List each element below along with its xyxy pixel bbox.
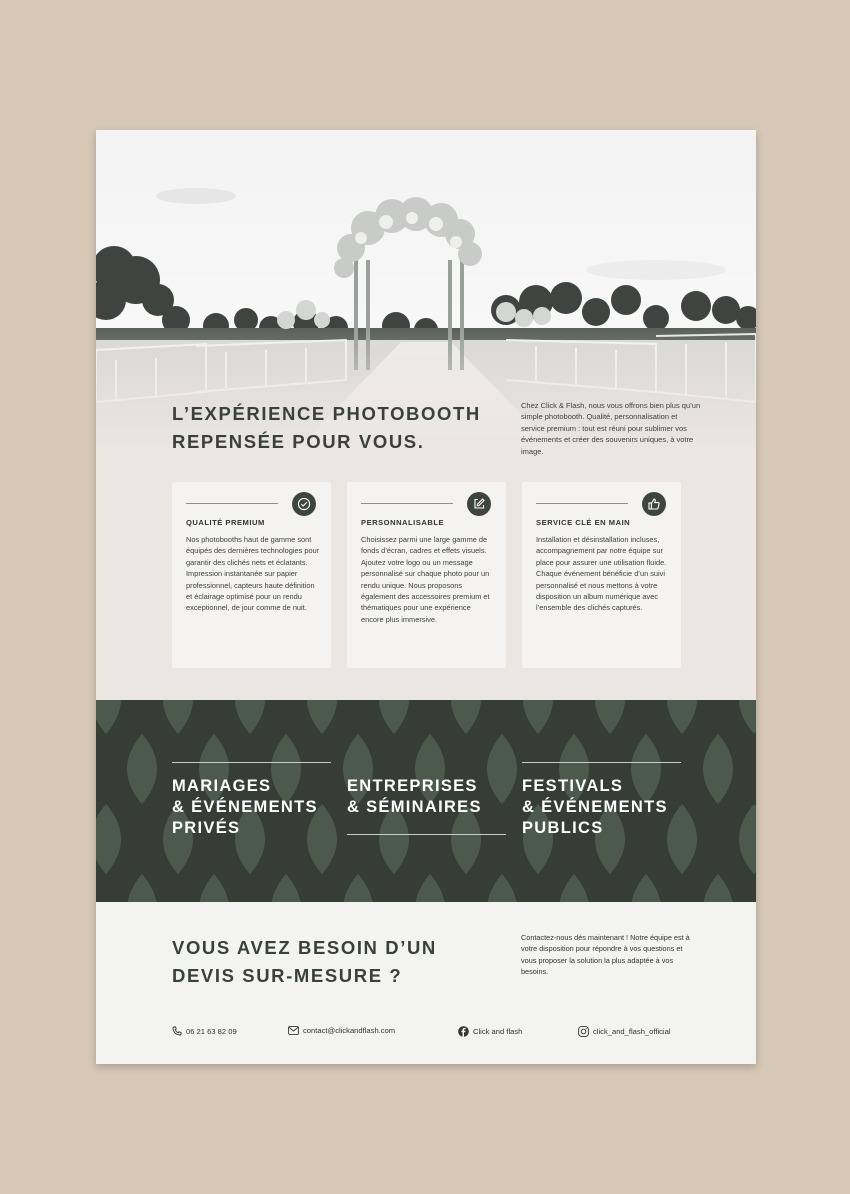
feature-card-turnkey [522,482,681,668]
segment-festivals: FESTIVALS & ÉVÉNEMENTS PUBLICS [522,777,668,837]
card-divider [186,503,278,504]
card-divider [536,503,628,504]
phone-contact[interactable] [172,1026,237,1036]
mail-icon [288,1026,299,1035]
segment-rule [522,762,681,763]
check-circle-icon [292,492,316,516]
thumbs-up-icon [642,492,666,516]
feature-card-customizable [347,482,506,668]
phone-number: 06 21 63 82 09 [186,1026,237,1036]
card-text: Nos photobooths haut de gamme sont équipés des dernières technologies pour garantir des clichés nets et éclatants. Impression instantanée sur papier professionnel, capteurs haute définition et éclairage optimisé pour un rendu exceptionnel, de jour comme de nuit. [186,535,320,613]
email-contact[interactable] [288,1026,395,1035]
contact-section [96,902,756,1064]
feature-card-quality [172,482,331,668]
phone-icon [172,1026,182,1036]
segment-companies: ENTREPRISES & SÉMINAIRES [347,777,482,816]
facebook-icon [458,1026,469,1037]
card-text: Installation et désinstallation incluses, accompagnement par notre équipe sur place pour assurer une utilisation fluide. Chaque événement bénéficie d’un suivi personnalisé et nous mettons à votre disposition un album numérique avec l’ensemble des clichés capturés. [536,535,667,613]
segment-weddings: MARIAGES & ÉVÉNEMENTS PRIVÉS [172,777,318,837]
flyer-page [96,130,756,1064]
contact-paragraph: Contactez-nous dès maintenant ! Notre équipe est à votre disposition pour répondre à vos questions et vous proposer la solution la plus adaptée à vos besoins. [521,933,690,977]
segment-rule [172,762,331,763]
instagram-handle: click_and_flash_official [593,1027,671,1036]
facebook-name: Click and flash [473,1027,523,1036]
card-title: PERSONNALISABLE [361,518,445,527]
card-title: QUALITÉ PREMIUM [186,518,265,527]
segments-band [96,700,756,902]
page-headline [172,400,481,456]
headline-line-2: REPENSÉE POUR VOUS. [172,431,425,452]
card-text: Choisissez parmi une large gamme de fonds d’écran, cadres et effets visuels. Ajoutez votre logo ou un message personnalisé sur chaque photo pour un rendu unique. Nous proposons également des accessoires premium et thématiques pour une expérience encore plus immersive. [361,535,490,624]
segment-rule [347,834,506,835]
facebook-contact[interactable] [458,1026,522,1037]
email-address: contact@clickandflash.com [303,1026,396,1035]
edit-icon [467,492,491,516]
card-divider [361,503,453,504]
card-title: SERVICE CLÉ EN MAIN [536,518,631,527]
intro-paragraph: Chez Click & Flash, nous vous offrons bien plus qu’un simple photobooth. Qualité, personnalisation et service premium : tout est réuni pour sublimer vos événements et créer des souvenirs uniques, à votre image. [521,401,701,456]
instagram-contact[interactable] [578,1026,671,1037]
instagram-icon [578,1026,589,1037]
quote-headline: VOUS AVEZ BESOIN D’UN DEVIS SUR-MESURE ? [172,937,437,986]
headline-line-1: L’EXPÉRIENCE PHOTOBOOTH [172,403,481,424]
